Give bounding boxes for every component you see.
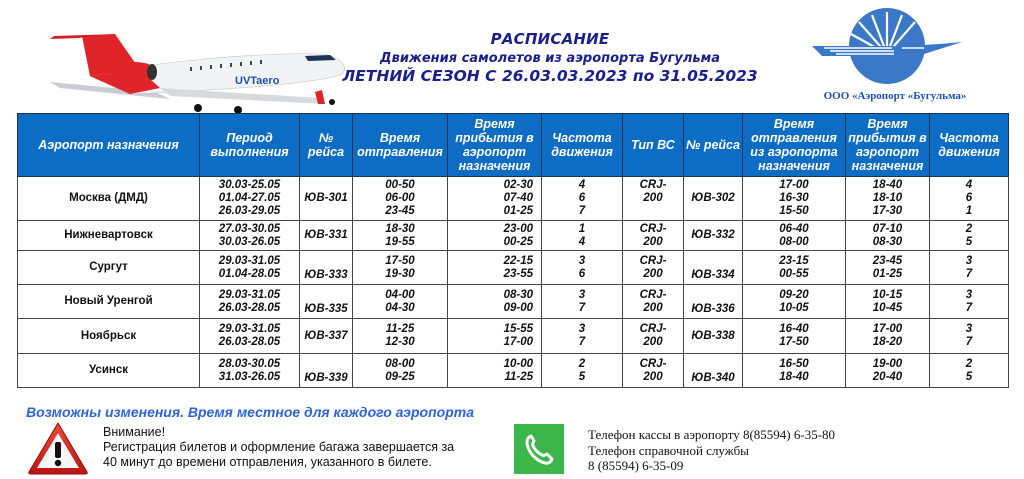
table-row [18,221,1009,251]
table-row [18,354,1009,388]
plane-image [20,14,350,114]
table-row [18,285,1009,319]
freq-back-cell: 3 7 [930,285,1009,319]
flight-back-cell: ЮВ-340 [684,354,743,388]
arrive-cell: 08-30 09-00 [448,285,542,319]
col-arrive: Время прибытия в аэропорт назначения [448,114,542,177]
arrive-back-cell: 19-00 20-40 [846,354,930,388]
col-freq-out: Частота движения [542,114,623,177]
freq-out-cell: 3 7 [542,319,623,354]
flight-out-cell: ЮВ-335 [300,285,353,319]
table-row [18,177,1009,221]
aircraft-cell: CRJ- 200 [623,319,684,354]
arrive-back-cell: 23-45 01-25 [846,251,930,285]
page-subtitle: Движения самолетов из аэропорта Бугульма [380,51,720,66]
warning-text [103,425,454,470]
col-freq-back: Частота движения [930,114,1009,177]
flight-back-cell: ЮВ-334 [684,251,743,285]
table-row [18,319,1009,354]
freq-back-cell: 2 5 [930,354,1009,388]
warning-triangle-icon [26,420,90,476]
col-depart: Время отправления [353,114,448,177]
col-depart-back: Время отправления из аэропорта назначения [743,114,846,177]
freq-back-cell: 4 6 1 [930,177,1009,221]
flight-back-cell: ЮВ-338 [684,319,743,354]
phone-handset-icon [514,424,564,474]
period-cell: 30.03-25.05 01.04-27.05 26.03-29.05 [200,177,300,221]
schedule-table [17,113,1009,388]
flight-out-cell: ЮВ-301 [300,177,353,221]
airport-name: ООО «Аэропорт «Бугульма» [823,90,967,102]
warning-title: Внимание! [103,425,166,439]
svg-text:UVTaero: UVTaero [235,75,280,87]
period-cell: 27.03-30.05 30.03-26.05 [200,221,300,251]
flight-back-cell: ЮВ-302 [684,177,743,221]
col-arrive-back: Время прибытия в аэропорт назначения [846,114,930,177]
arrive-cell: 02-30 07-40 01-25 [448,177,542,221]
flight-out-cell: ЮВ-331 [300,221,353,251]
page-title: РАСПИСАНИЕ [490,30,610,48]
freq-out-cell: 3 6 [542,251,623,285]
period-cell: 28.03-30.05 31.03-26.05 [200,354,300,388]
period-cell: 29.03-31.05 26.03-28.05 [200,319,300,354]
period-cell: 29.03-31.05 26.03-28.05 [200,285,300,319]
freq-back-cell: 2 5 [930,221,1009,251]
depart-cell: 18-30 19-55 [353,221,448,251]
col-flight-back: № рейса [684,114,743,177]
period-cell: 29.03-31.05 01.04-28.05 [200,251,300,285]
arrive-cell: 10-00 11-25 [448,354,542,388]
aircraft-cell: CRJ- 200 [623,251,684,285]
depart-cell: 04-00 04-30 [353,285,448,319]
flight-out-cell: ЮВ-333 [300,251,353,285]
destination-cell: Москва (ДМД) [18,177,200,221]
freq-out-cell: 4 6 7 [542,177,623,221]
title-block [340,30,760,85]
phone-info [588,427,835,474]
destination-cell: Нижневартовск [18,221,200,251]
phone-line-2: Телефон справочной службы [588,442,749,458]
depart-cell: 11-25 12-30 [353,319,448,354]
col-period: Период выполнения [200,114,300,177]
depart-cell: 08-00 09-25 [353,354,448,388]
airport-logo-icon [812,6,962,86]
destination-cell: Усинск [18,354,200,388]
freq-back-cell: 3 7 [930,319,1009,354]
arrive-back-cell: 07-10 08-30 [846,221,930,251]
arrive-back-cell: 18-40 18-10 17-30 [846,177,930,221]
arrive-cell: 23-00 00-25 [448,221,542,251]
arrive-back-cell: 10-15 10-45 [846,285,930,319]
arrive-back-cell: 17-00 18-20 [846,319,930,354]
warning-line-1: Регистрация билетов и оформление багажа завершается за [103,440,455,454]
col-flight-out: № рейса [300,114,353,177]
aircraft-cell: CRJ- 200 [623,221,684,251]
aircraft-cell: CRJ- 200 [623,285,684,319]
depart-back-cell: 17-00 16-30 15-50 [743,177,846,221]
freq-out-cell: 2 5 [542,354,623,388]
destination-cell: Сургут [18,251,200,285]
arrive-cell: 15-55 17-00 [448,319,542,354]
arrive-cell: 22-15 23-55 [448,251,542,285]
flight-out-cell: ЮВ-337 [300,319,353,354]
phone-line-1: Телефон кассы в аэропорту 8(85594) 6-35-80 [588,427,836,442]
table-header-row [18,114,1009,177]
freq-out-cell: 3 7 [542,285,623,319]
col-aircraft: Тип ВС [623,114,684,177]
depart-back-cell: 09-20 10-05 [743,285,846,319]
destination-cell: Новый Уренгой [18,285,200,319]
table-row [18,251,1009,285]
depart-cell: 17-50 19-30 [353,251,448,285]
aircraft-cell: CRJ- 200 [623,177,684,221]
freq-back-cell: 3 7 [930,251,1009,285]
depart-back-cell: 23-15 00-55 [743,251,846,285]
season-dates: ЛЕТНИЙ СЕЗОН С 26.03.03.2023 по 31.05.2023 [342,67,758,85]
changes-notice: Возможны изменения. Время местное для каждого аэропорта [26,404,474,420]
aircraft-cell: CRJ- 200 [623,354,684,388]
warning-line-2: 40 минут до времени отправления, указанного в билете. [103,455,432,469]
flight-out-cell: ЮВ-339 [300,354,353,388]
depart-back-cell: 16-40 17-50 [743,319,846,354]
depart-back-cell: 06-40 08-00 [743,221,846,251]
depart-back-cell: 16-50 18-40 [743,354,846,388]
depart-cell: 00-50 06-00 23-45 [353,177,448,221]
destination-cell: Ноябрьск [18,319,200,354]
freq-out-cell: 1 4 [542,221,623,251]
col-destination: Аэропорт назначения [18,114,200,177]
flight-back-cell: ЮВ-332 [684,221,743,251]
phone-line-3: 8 (85594) 6-35-09 [588,458,684,473]
flight-back-cell: ЮВ-336 [684,285,743,319]
